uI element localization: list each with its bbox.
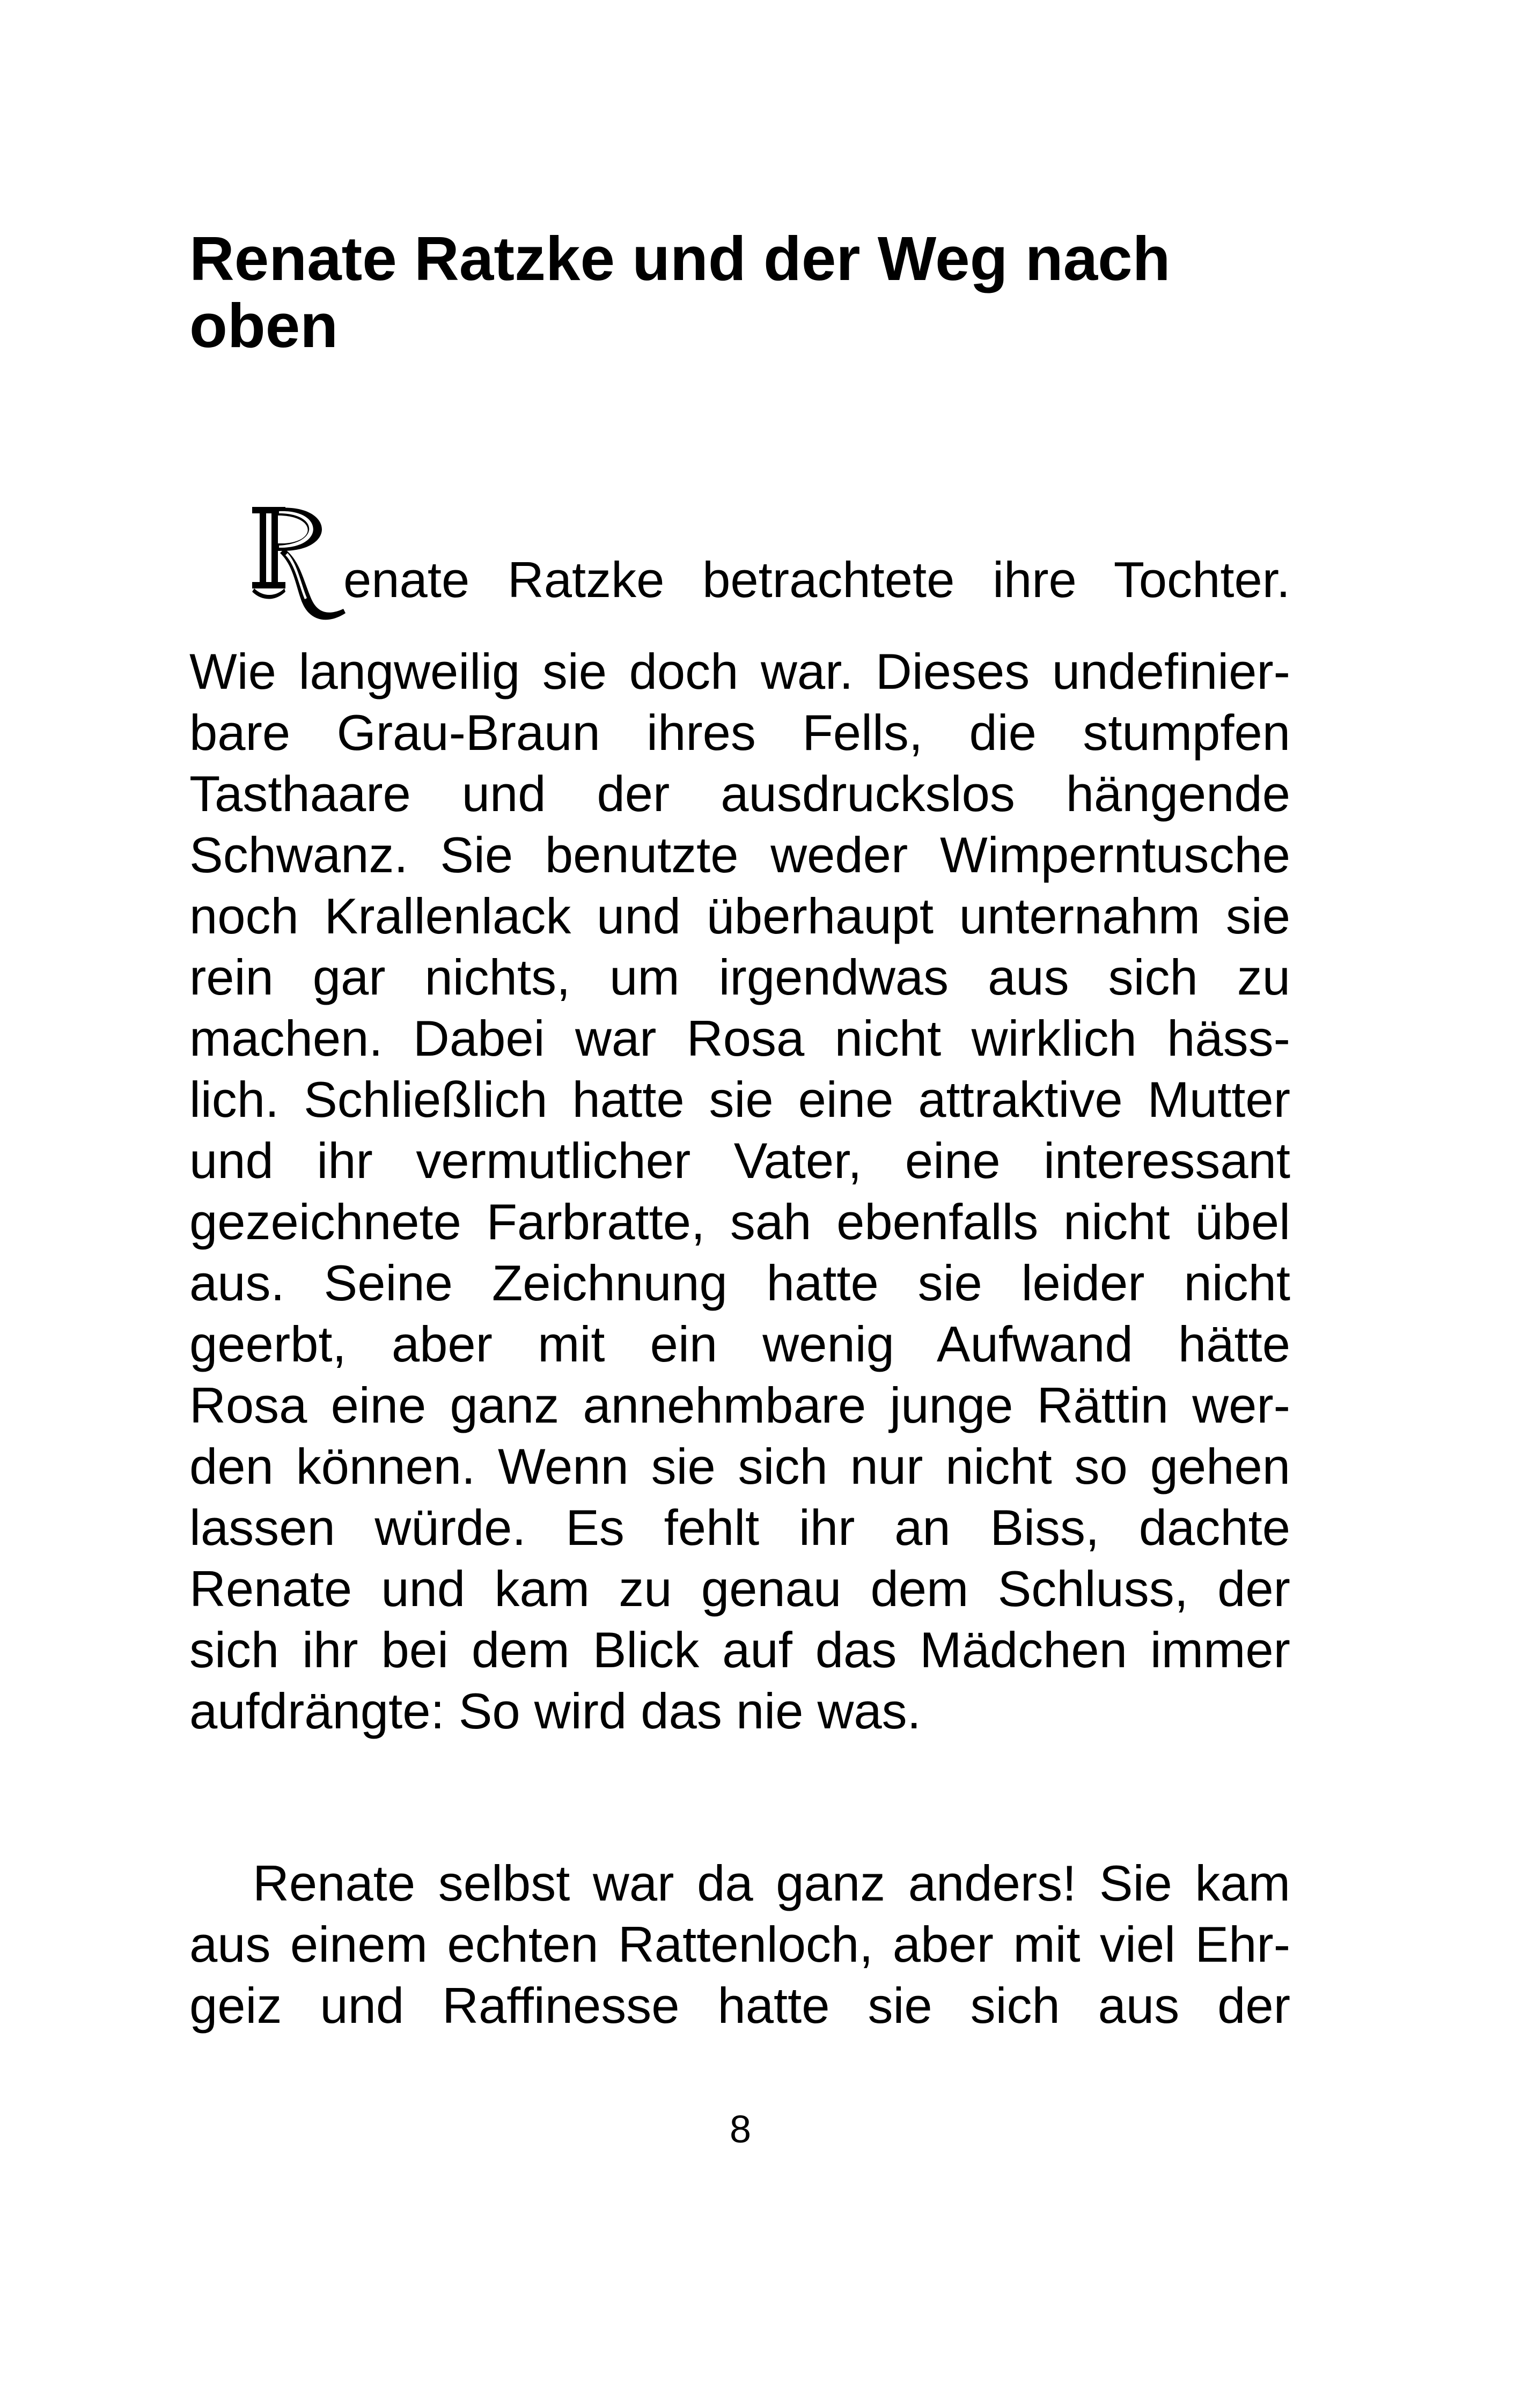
text-line: Renate und kam zu genau dem Schluss, der: [189, 1560, 1290, 1617]
text-line: lich. Schließlich hatte sie eine attraktive Mutter: [189, 1071, 1290, 1128]
text-line: den können. Wenn sie sich nur nicht so gehen: [189, 1438, 1290, 1494]
text-line: Renate selbst war da ganz anders! Sie kam: [253, 1855, 1290, 1911]
text-line: sich ihr bei dem Blick auf das Mädchen immer: [189, 1622, 1290, 1678]
chapter-title: [189, 225, 1241, 359]
text-line: bare Grau-Braun ihres Fells, die stumpfen: [189, 704, 1290, 761]
text-line: rein gar nichts, um irgendwas aus sich zu: [189, 949, 1290, 1005]
text-line: gezeichnete Farbratte, sah ebenfalls nicht übel: [189, 1194, 1290, 1250]
text-line: und ihr vermutlicher Vater, eine interessant: [189, 1132, 1290, 1189]
text-line: machen. Dabei war Rosa nicht wirklich häss-: [189, 1010, 1290, 1066]
dropcap-letter-r: [252, 502, 349, 625]
text-line: noch Krallenlack und überhaupt unternahm sie: [189, 888, 1290, 944]
paragraph-2: [189, 1853, 1290, 2036]
text-line: aus einem echten Rattenloch, aber mit viel Ehr-: [189, 1916, 1290, 1972]
text-line: Tasthaare und der ausdruckslos hängende: [189, 765, 1290, 822]
text-line: Wie langweilig sie doch war. Dieses undefinier-: [189, 643, 1290, 699]
text-line: Rosa eine ganz annehmbare junge Rättin wer-: [189, 1377, 1290, 1433]
text-line: geiz und Raffinesse hatte sie sich aus der: [189, 1977, 1290, 2034]
text-line: aus. Seine Zeichnung hatte sie leider nicht: [189, 1255, 1290, 1311]
text-line: geerbt, aber mit ein wenig Aufwand hätte: [189, 1316, 1290, 1372]
paragraph-first-line: enate Ratzke betrachtete ihre Tochter.: [343, 551, 1290, 608]
chapter-title-line: oben: [189, 291, 339, 360]
text-line: Schwanz. Sie benutzte weder Wimperntusche: [189, 827, 1290, 883]
page-number: 8: [729, 2108, 752, 2151]
chapter-title-line: Renate Ratzke und der Weg nach: [189, 224, 1171, 293]
text-line: lassen würde. Es fehlt ihr an Biss, dachte: [189, 1499, 1290, 1556]
text-line: aufdrängte: So wird das nie was.: [189, 1683, 921, 1739]
paragraph-1: [189, 641, 1290, 1742]
